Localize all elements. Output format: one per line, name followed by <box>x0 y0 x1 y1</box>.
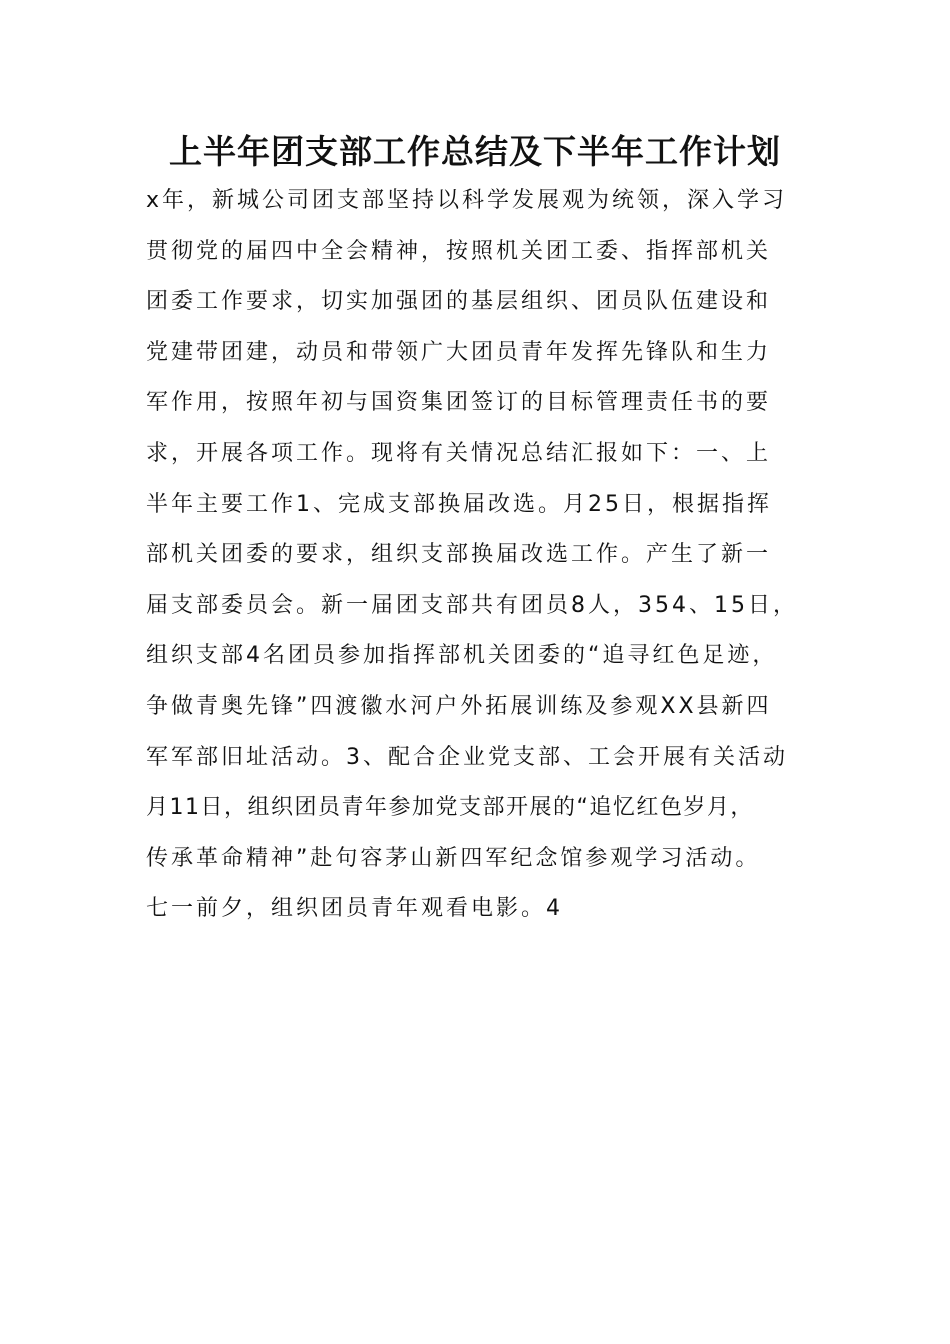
body-line: 团委工作要求，切实加强团的基层组织、团员队伍建设和 <box>146 289 772 315</box>
body-line: 争做青奥先锋”四渡徽水河户外拓展训练及参观XX县新四 <box>146 693 772 719</box>
document-title: 上半年团支部工作总结及下半年工作计划 <box>169 132 781 171</box>
body-line: 军军部旧址活动。3、配合企业党支部、工会开展有关活动 <box>146 744 788 770</box>
body-line: 部机关团委的要求，组织支部换届改选工作。产生了新一 <box>146 542 772 568</box>
body-line: 半年主要工作1、完成支部换届改选。月25日，根据指挥 <box>146 491 772 517</box>
body-line: 求，开展各项工作。现将有关情况总结汇报如下：一、上 <box>146 440 772 466</box>
body-line: 组织支部4名团员参加指挥部机关团委的“追寻红色足迹， <box>146 643 778 669</box>
body-line: 党建带团建，动员和带领广大团员青年发挥先锋队和生力 <box>146 339 772 365</box>
body-line: 月11日，组织团员青年参加党支部开展的“追忆红色岁月， <box>146 795 754 821</box>
body-line: 七一前夕，组织团员青年观看电影。4 <box>146 896 563 922</box>
body-line: 传承革命精神”赴句容茅山新四军纪念馆参观学习活动。 <box>146 845 761 871</box>
body-line: 届支部委员会。新一届团支部共有团员8人，354、15日， <box>146 592 798 618</box>
body-line: x年，新城公司团支部坚持以科学发展观为统领，深入学习 <box>146 188 788 213</box>
document-body <box>146 176 826 935</box>
body-line: 贯彻党的届四中全会精神，按照机关团工委、指挥部机关 <box>146 238 772 264</box>
body-line: 军作用，按照年初与国资集团签订的目标管理责任书的要 <box>146 390 772 416</box>
